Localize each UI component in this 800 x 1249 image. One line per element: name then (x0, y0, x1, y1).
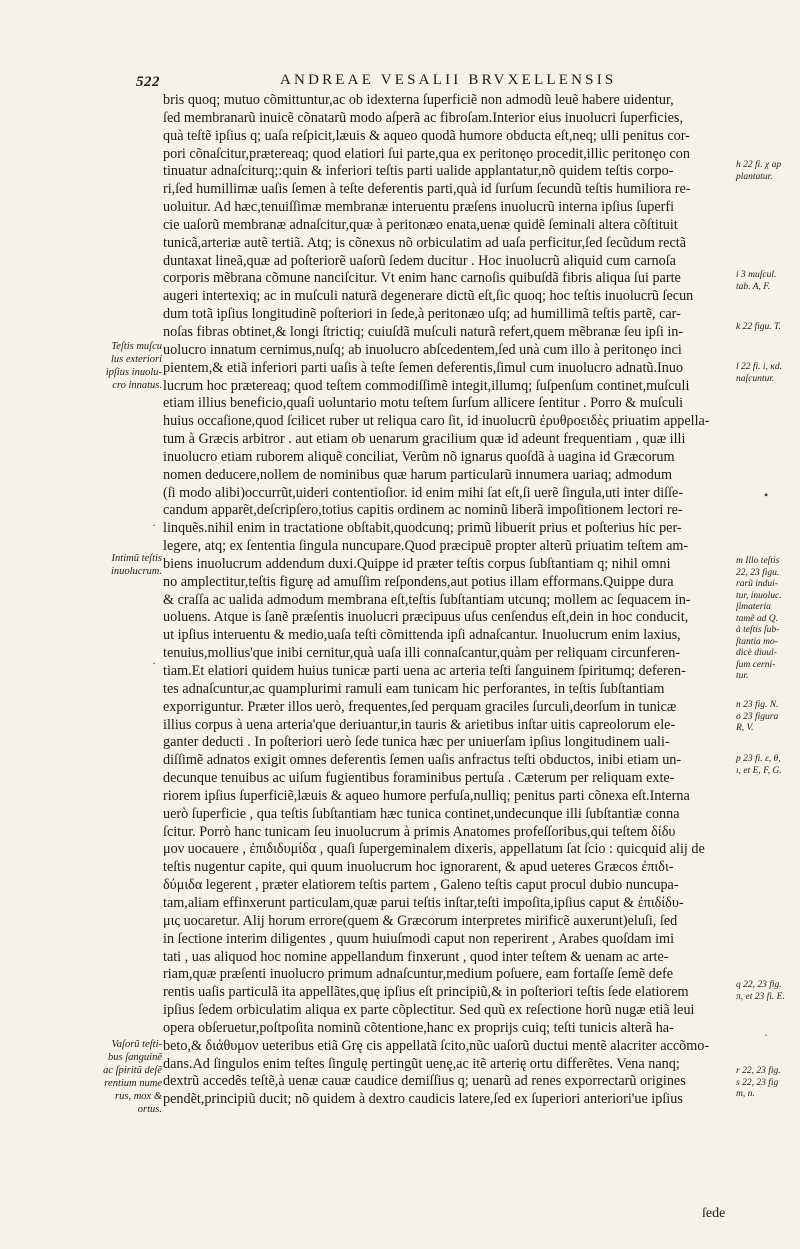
text-line: in ſectione interim diligentes , quum huiuſmodi caput non reperirent , Arabes quoſdam imi (163, 930, 675, 947)
text-line: legere, atq; ex ſententia ſingula nuncupare.Quod præcipuẽ propter alterũ priuatim teſtem am- (163, 538, 689, 555)
margin-dot: · (152, 656, 156, 670)
gloss-line: i 3 muſcul. (736, 270, 777, 280)
main-text-block (163, 92, 741, 1109)
margin-gloss (736, 160, 796, 183)
gloss-line: l 22 fi. i, κd. (736, 362, 782, 372)
text-line: inuolucro etiam ruborem aliquẽ conciliat, Verũm nõ ignarus quoſdã à uagina id Græcorum (163, 448, 675, 465)
gloss-line: r 22, 23 fig. (736, 1066, 781, 1076)
text-line: ſcitur. Porrò hanc tunicam ſeu inuolucrum à primis Anatomes profeſſoribus,qui teſtem δίδυ (163, 823, 676, 840)
text-line: candum apparẽt,deſcripſero,totius capitis ordinem ac nominũ liberã impoſitionem lectori re- (163, 502, 683, 519)
text-line: uoluitur. Ad hæc,tenuiſſimæ membranæ interuentu præſens inuolucrũ interna ipſius ſuperfi (163, 199, 675, 216)
margin-gloss (736, 1066, 796, 1101)
margin-gloss (96, 1038, 162, 1116)
text-line: ganter deducti . In poſteriori uerò ſede tunica hæc per uniuerſam ipſius longitudinem uali- (163, 734, 670, 751)
text-line: duntaxat lineã,quæ ad poſteriorẽ uaſorũ ſedem ducitur . Hoc inuolucrũ aliquid cum carnoſa (163, 252, 676, 269)
gloss-line: tur. (736, 671, 749, 681)
gloss-line: rentium nume (104, 1078, 162, 1089)
text-line: uolucro innatum cernimus,nuſq; ab inuolucro abſcedentem,ſed unà cum illo à peritonęo inci (163, 341, 682, 358)
gloss-line: Vaſorũ teſti- (111, 1039, 162, 1050)
text-line: nomen deducere,nollem de nominibus quæ harum particularũ innumera uariaq; admodum (163, 466, 673, 483)
gloss-line: ſtantia mo- (736, 636, 778, 647)
gloss-line: Teſtis muſcu (111, 341, 162, 352)
text-line: tenuius,mollius'que inibi cernitur,quà uaſa illi connaſcantur,quàm per reliquam circunferen- (163, 645, 681, 662)
gloss-line: o 23 figura (736, 711, 779, 722)
gloss-line: plantatur. (736, 171, 773, 182)
text-line: μις uocaretur. Alij horum errore(quem & Græcorum interpretes mirificẽ auxerunt)eluſi, ſed (163, 912, 678, 929)
running-head: ANDREAE VESALII BRVXELLENSIS (280, 72, 617, 88)
text-line: riam,quæ præſenti inuolucro primum adnaſcuntur,medium poſuere, eam fortaſſe ſemẽ defe (163, 966, 674, 983)
text-line: riorem ipſius ſuperficiẽ,læuis & aqueo humore perfuſa,nulliq; penitus parti cõnexa eſt.Interna (163, 787, 690, 804)
text-line: decunque tenuibus ac uiſum fugientibus foraminibus pertuſa . Cæterum per reliquam exte- (163, 770, 675, 787)
gloss-line: ſum cerni- (736, 659, 776, 670)
margin-dot: · (764, 1028, 768, 1042)
text-line: noſas fibras obtinet,& longi ſtrictiq; cuiuſdã muſculi naturã refert,quem mẽbranæ ſeu ipſi in- (163, 323, 684, 340)
margin-gloss (736, 556, 796, 683)
text-line: dans.Ad ſingulos enim teſtes ſingulę pertingũt uenę,ac itẽ arterię ortu differẽtes. Vena nanq; (163, 1055, 680, 1072)
margin-gloss (736, 700, 796, 735)
gloss-line: rarũ indui- (736, 579, 778, 589)
gloss-line: bus ſanguinẽ (108, 1052, 162, 1063)
gloss-line: ortus. (137, 1104, 162, 1115)
text-line: ut ipſius interuentu & medio,uaſa teſti cõmittenda ipſi adnaſcantur. Inuolucrum enim laxius, (163, 627, 681, 644)
text-line: linquẽs.nihil enim in tractatione obſtabit,quodcunq; primũ libuerit prius et poſterius hic per- (163, 520, 682, 537)
gloss-line: lus exteriori (110, 354, 162, 365)
gloss-line: ι, et E, F, G. (736, 765, 782, 776)
text-line: opera obſeruetur,poſtpoſita nominũ cõtentione,hanc ex proprijs cuiq; teſti tunicis alterã ha- (163, 1019, 674, 1036)
text-line: rentis uaſis particulã ita appellãtes,quę ipſius eſt principiũ,& in poſteriori teſtis ſede elatiorem (163, 984, 689, 1001)
gloss-line: ſimateria (736, 602, 771, 612)
gloss-line: m Illo teſtis (736, 556, 780, 566)
text-line: tum à Græcis arbitror . aut etiam ob uenarum gracilium quæ id adeunt frequentiam , quæ illi (163, 431, 686, 448)
text-line: ipſius ſedem orbiculatim aliqua ex parte cõplectitur. Sed quũ ex reſectione horũ nugæ etiã leui (163, 1002, 695, 1019)
text-line: uoluens. Atque is ſanẽ præſentis inuolucri præcipuus uſus cenſendus eſt,dein in hoc conducit, (163, 609, 689, 626)
text-line: tiam.Et elatiori quidem huius tunicæ parti uena ac arteria teſti ſanguinem ſpiritumq; deferen- (163, 663, 686, 679)
gloss-line: R, V. (736, 723, 754, 733)
text-line: pendẽt,principiũ ducit; nõ quidem à dextro caudicis latere,ſed ex ſuperiori anteriori'ue ipſius (163, 1091, 683, 1108)
text-line: tinuatur adnaſciturq;:quin & inferiori teſtis parti ualide applantatur,nõ quidem teſtis corpo- (163, 163, 674, 180)
gloss-line: h 22 fi. χ ap (736, 160, 782, 170)
text-line: ri,ſed humillimæ uaſis ſemen à teſte deferentis parti,quà id ſurſum ſecundũ teſtis humiliora re- (163, 181, 691, 198)
gloss-line: q 22, 23 fig. (736, 980, 782, 990)
gloss-line: dicè diuul- (736, 648, 777, 658)
text-line: pientem,& etiã inferiori parti uaſis à teſte ſemen deferentis,ſimul cum inuolucro adnatũ.Inuo (163, 359, 684, 376)
text-line: & craſſa ac ualida admodum membrana eſt,teſtis ſubſtantiam utcunq; mollem ac ſequacem in- (163, 591, 691, 608)
margin-gloss (736, 322, 796, 334)
gloss-line: cro innatus. (112, 380, 162, 391)
catchword: ſede (702, 1206, 726, 1221)
gloss-line: n 23 fig. N. (736, 700, 779, 710)
gloss-line: m, n. (736, 1089, 755, 1099)
page-number: 522 (136, 74, 160, 90)
text-line: tam,aliam effinxerunt particulam,quæ parui teſtis inſtar,teſti impoſita,ipſius caput & ἐπιδίδυ- (163, 894, 684, 911)
gloss-line: ac ſpiritũ deſẽ (103, 1065, 162, 1076)
text-line: ſed membranarũ inuicẽ cõnatarũ modo aſperã ac fibroſam.Interior eius inuolucri ſuperficies, (163, 109, 683, 126)
margin-gloss (736, 754, 796, 777)
text-line: biens inuolucrum addendum duxi.Quippe id præter teſtis corpus ſubſtantiam q; nihil omni (163, 555, 671, 572)
text-line: μον uocauere , ἐπιδιδυμίδα , quaſi ſupergeminalem dixeris, appellatum ſat ſcio : quicquid alij de (163, 841, 705, 858)
text-line: quà teſtẽ ipſius q; uaſa reſpicit,læuis & aqueo quodã humore obducta eſt,neq; ulli penitus cor- (163, 127, 690, 144)
gloss-line: tab. A, F. (736, 281, 771, 292)
text-line: illius corpus à uena arteria'que deriuantur,in tauris & arietibus inſtar uitis capreolorum ele- (163, 716, 676, 733)
gloss-line: π, et 23 fi. E. (736, 991, 785, 1002)
text-line: uerò ſuperficie , qua teſtis ſubſtantiam hæc tunica continet,undecunque illi ſubſtantiæ conna (163, 805, 680, 822)
text-line: beto,& διάθυμον ueteribus etiã Grę cis appellatã ſcito,nũc uaſorũ ductui mentẽ alacriter accõmo- (163, 1037, 710, 1054)
text-line: etiam illius beneficio,quaſi uoluntario motu teſtem ſurſum allicere ſentitur . Porro & muſculi (163, 395, 684, 412)
gloss-line: s 22, 23 fig (736, 1077, 779, 1088)
gloss-line: naſcuntur. (736, 373, 775, 384)
text-line: tati , uas aliquod hoc nomine appellandum finxerunt , quod inter teſtem & uenam ac arte- (163, 948, 669, 965)
text-line: cie uaſorũ membranæ adnaſcitur,quæ à peritonæo enata,uenæ quidẽ ſeminali altera cõſtituit (163, 216, 678, 233)
text-line: bris quoq; mutuo cõmittuntur,ac ob idexterna ſuperficiẽ non admodũ leuẽ habere uidentur, (163, 92, 674, 108)
gloss-line: k 22 figu. T. (736, 322, 781, 332)
text-line: huius occaſione,quod ſcilicet ruber ut reliqua caro ſit, id inuolucrũ ἐρυθροειδὲς priuatim appella- (163, 413, 710, 430)
text-line: dum totã ipſius longitudinẽ poſteriori in ſede,à peritonæo uſq; ad humillimã teſtis partẽ, car- (163, 306, 681, 323)
text-line: tes adnaſcuntur,ac quamplurimi ramuli eam tunicam hic perforantes, in teſtis ſubſtantiam (163, 680, 665, 697)
text-line: augeri intertexiq; ac in muſculi naturã degenerare dictũ eſt,ſic quoq; hoc teſtis inuolucrũ ſecun (163, 288, 694, 305)
text-line: tunicã,arteriæ autẽ tertiã. Atq; is cõnexus nõ orbiculatim ad uaſa perficitur,ſed ſecũdum rectã (163, 234, 686, 251)
text-line: teſtis nugentur capite, qui quum inuolucrum hoc ignorarent, & apud ueteres Græcos ἐπιδι- (163, 859, 674, 876)
text-line: diſſimẽ adnatos exigit omnes deferentis ſemen uaſis anfractus teſti obductos, inibi etiam un- (163, 752, 682, 769)
margin-dot: · (152, 518, 156, 532)
margin-gloss (736, 270, 796, 293)
text-line: corporis mẽbrana cõmune nanciſcitur. Vt enim hanc carnoſis quibuſdã fibris aliqua ſui parte (163, 270, 681, 287)
text-line: lucrum hoc prætereaq; quod teſtem commodiſſimẽ integit,illumq; ſuſpenſum continet,muſculi (163, 377, 690, 394)
margin-gloss (96, 552, 162, 578)
text-line: no amplectitur,teſtis figurę ad amuſſim reſpondens,aut potius illam efformans.Quippe dura (163, 573, 674, 590)
margin-gloss (736, 980, 796, 1003)
gloss-line: p 23 fi. ε, θ, (736, 754, 781, 764)
text-line: dextrũ accedẽs teſtẽ,à uenæ cauæ caudice demiſſius q; uenarũ ad renes exporrectarũ origines (163, 1073, 686, 1090)
text-line: (ſi modo alibi)occurrũt,uideri contentioſior. id enim mihi ſat eſt,ſi uerẽ ſingula,uti inter diſſe- (163, 484, 684, 501)
text-line: δύμιδα legerent , præter elatiorem teſtis partem , Galeno teſtis caput procul dubio nuncupa- (163, 877, 679, 894)
margin-gloss (736, 362, 796, 385)
gloss-line: à teſtis ſub- (736, 625, 780, 635)
gloss-line: inuolucrum. (110, 566, 162, 577)
gloss-line: rus, mox & (115, 1091, 162, 1102)
margin-dot: • (764, 488, 769, 502)
gloss-line: tur, inuoluc. (736, 590, 782, 601)
text-line: exporriguntur. Præter illos uerò, frequentes,ſed perquam graciles ſurculi,deorſum in tunicæ (163, 698, 677, 715)
gloss-line: tamẽ ad Q. (736, 613, 778, 624)
text-line: pori cõnaſcitur,prætereaq; quod elatiori ſui parte,qua ex peritonęo procedit,illic peritonęo con (163, 145, 690, 162)
margin-gloss (96, 340, 162, 392)
gloss-line: Intimũ teſtis (111, 553, 162, 564)
gloss-line: ipſius inuolu- (105, 367, 162, 378)
gloss-line: 22, 23 figu. (736, 567, 780, 578)
